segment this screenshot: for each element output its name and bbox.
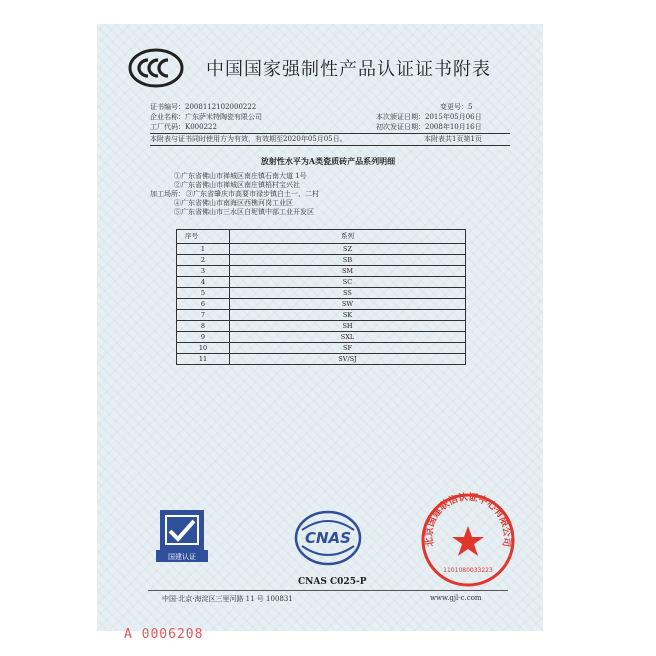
address-item: ②广东省佛山市禅城区南庄镇梧村宝兴社 bbox=[174, 181, 300, 189]
table-row bbox=[177, 310, 466, 321]
series-cell: SXL bbox=[230, 332, 466, 343]
row-index-cell: 2 bbox=[177, 255, 230, 266]
cnca-certification-logo bbox=[148, 506, 218, 566]
row-index-cell: 8 bbox=[177, 321, 230, 332]
cnas-logo bbox=[292, 508, 364, 568]
factory-code: 工厂代码：K000222 bbox=[150, 123, 217, 131]
series-cell: SH bbox=[230, 321, 466, 332]
series-cell: SK bbox=[230, 310, 466, 321]
series-cell: SB bbox=[230, 255, 466, 266]
table-row bbox=[177, 332, 466, 343]
series-table bbox=[176, 229, 466, 365]
table-row bbox=[177, 343, 466, 354]
first-issue-date: 初次发证日期：2008年10月16日 bbox=[376, 123, 482, 131]
row-index-cell: 10 bbox=[177, 343, 230, 354]
address-label: 加工场所： bbox=[150, 190, 185, 198]
validity-note: 本附表与证书同时使用方为有效，有效期至2020年05月05日。 bbox=[150, 135, 347, 143]
table-row bbox=[177, 321, 466, 332]
page-title: 中国国家强制性产品认证证书附表 bbox=[206, 59, 491, 80]
company-seal bbox=[418, 490, 518, 590]
cnas-logo-text: CNAS bbox=[305, 529, 351, 547]
series-cell: SS bbox=[230, 288, 466, 299]
table-row bbox=[177, 266, 466, 277]
table-row bbox=[177, 277, 466, 288]
table-header-row bbox=[177, 230, 466, 244]
column-header: 系列 bbox=[230, 230, 466, 244]
address-item: ⑤广东省佛山市三水区白坭镇中部工业开发区 bbox=[174, 208, 314, 216]
series-cell: SM bbox=[230, 266, 466, 277]
footer-divider bbox=[148, 590, 508, 591]
table-row bbox=[177, 299, 466, 310]
address-item: ①广东省佛山市禅城区南庄镇石南大道 1号 bbox=[174, 172, 307, 180]
address-item: ④广东省佛山市南海区西樵河岗工业区 bbox=[174, 199, 293, 207]
row-index-cell: 3 bbox=[177, 266, 230, 277]
issue-date: 本次颁证日期：2015年05月06日 bbox=[376, 113, 482, 121]
serial-number: A 0006208 bbox=[124, 627, 204, 642]
row-index-cell: 4 bbox=[177, 277, 230, 288]
footer-website: www.gjl-c.com bbox=[430, 594, 482, 602]
series-cell: SV/SJ bbox=[230, 354, 466, 365]
address-item: ③广东省肇庆市高要市禄步镇白土一、二村 bbox=[186, 190, 319, 198]
page-count: 本附表共1页第1页 bbox=[424, 135, 482, 143]
row-index-cell: 9 bbox=[177, 332, 230, 343]
column-header: 序号 bbox=[177, 230, 230, 244]
row-index-cell: 7 bbox=[177, 310, 230, 321]
section-title: 放射性水平为A类瓷质砖产品系列明细 bbox=[260, 156, 396, 166]
series-cell: SZ bbox=[230, 244, 466, 255]
company-name: 企业名称：广东萨米特陶瓷有限公司 bbox=[150, 113, 262, 121]
divider bbox=[150, 145, 510, 146]
series-cell: SC bbox=[230, 277, 466, 288]
table-row bbox=[177, 255, 466, 266]
series-cell: SF bbox=[230, 343, 466, 354]
row-index-cell: 6 bbox=[177, 299, 230, 310]
row-index-cell: 11 bbox=[177, 354, 230, 365]
cnas-code: CNAS C025-P bbox=[298, 577, 367, 587]
table-row bbox=[177, 354, 466, 365]
change-number: 变更号：5 bbox=[440, 103, 473, 111]
cert-number: 证书编号：2008112102000222 bbox=[150, 103, 257, 111]
series-cell: SW bbox=[230, 299, 466, 310]
table-row bbox=[177, 244, 466, 255]
seal-number: 1101080033223 bbox=[443, 567, 493, 574]
divider bbox=[150, 133, 510, 134]
seal-text: 北京国建联信认证中心有限公司 bbox=[423, 491, 513, 548]
row-index-cell: 1 bbox=[177, 244, 230, 255]
cnca-logo-text: 国建认证 bbox=[168, 553, 196, 561]
row-index-cell: 5 bbox=[177, 288, 230, 299]
footer-address: 中国·北京·海淀区三里河路 11 号 100831 bbox=[162, 595, 293, 603]
table-row bbox=[177, 288, 466, 299]
ccc-logo bbox=[128, 48, 184, 88]
